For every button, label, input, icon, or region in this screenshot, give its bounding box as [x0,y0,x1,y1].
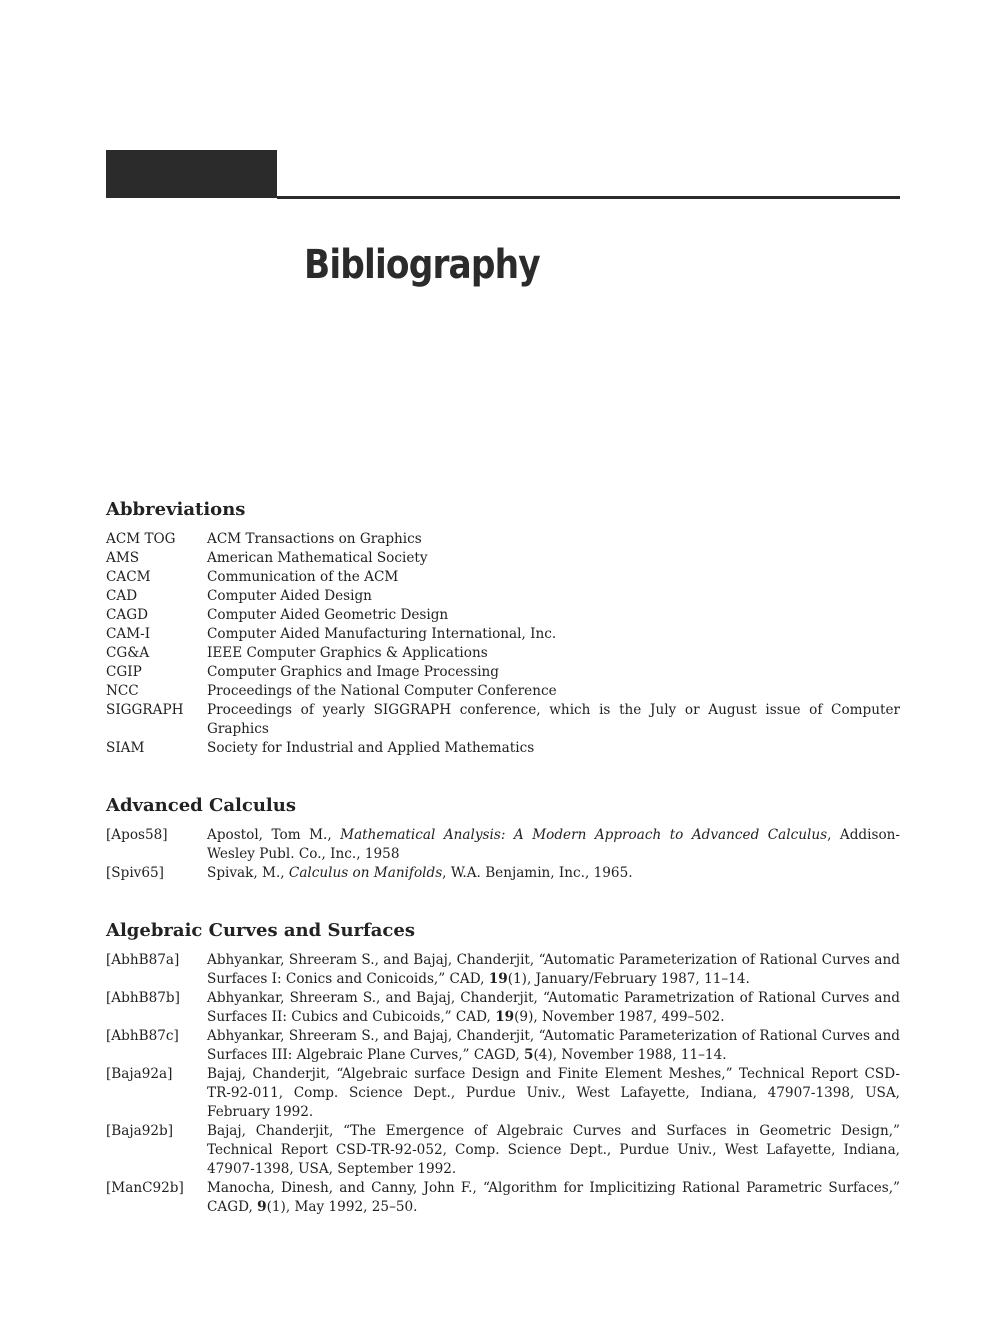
reference-key: [Baja92b] [106,1123,174,1139]
abbreviation-value: Computer Aided Design [207,588,372,604]
chapter-header-rule [277,196,900,199]
reference-text: Manocha, Dinesh, and Canny, John F., “Algorithm for Implicitizing Rational Parametric Surfaces,” CAGD, 9(1), May 1992, 25–50. [207,1180,900,1215]
advanced-calculus-section [106,792,900,883]
abbreviation-key: CACM [106,569,151,585]
abbreviation-key: SIGGRAPH [106,702,184,718]
abbreviation-row [106,549,900,568]
abbreviation-value: ACM Transactions on Graphics [207,531,422,547]
reference-entry [106,826,900,864]
abbreviation-value: Communication of the ACM [207,569,399,585]
abbreviation-value: Computer Aided Geometric Design [207,607,449,623]
abbreviation-value: Proceedings of yearly SIGGRAPH conference, which is the July or August issue of Computer Graphics [207,702,900,737]
chapter-title: Bibliography [304,242,540,288]
abbreviation-row [106,568,900,587]
abbreviation-row [106,606,900,625]
reference-text: Abhyankar, Shreeram S., and Bajaj, Chanderjit, “Automatic Parameterization of Rational Curves and Surfaces I: Conics and Conicoids,” CAD, 19(1), January/February 1987, 11–14. [207,952,900,987]
abbreviation-value: American Mathematical Society [207,550,428,566]
abbreviation-key: CGIP [106,664,142,680]
abbreviation-row [106,625,900,644]
reference-entry [106,1027,900,1065]
reference-key: [AbhB87c] [106,1028,179,1044]
reference-entry [106,864,900,883]
bibliography-content [106,496,900,1251]
abbreviation-row [106,739,900,758]
reference-text: Abhyankar, Shreeram S., and Bajaj, Chanderjit, “Automatic Parametrization of Rational Curves and Surfaces II: Cubics and Cubicoids,” CAD, 19(9), November 1987, 499–502. [207,990,900,1025]
abbreviation-value: Computer Graphics and Image Processing [207,664,499,680]
abbreviation-key: CAD [106,588,138,604]
reference-title: Calculus on Manifolds [288,865,443,881]
abbreviation-key: AMS [106,550,140,566]
abbreviation-value: Proceedings of the National Computer Conference [207,683,557,699]
reference-title: Mathematical Analysis: A Modern Approach to Advanced Calculus [340,827,828,843]
reference-volume: 9 [257,1199,267,1215]
abbreviation-row [106,701,900,739]
reference-volume: 5 [523,1047,534,1063]
abbreviation-key: CG&A [106,645,150,661]
abbreviations-section [106,496,900,758]
reference-volume: 19 [495,1009,515,1025]
abbreviation-row [106,530,900,549]
reference-text: Spivak, M., Calculus on Manifolds, W.A. Benjamin, Inc., 1965. [207,865,633,881]
reference-key: [Spiv65] [106,865,164,881]
section-heading: Abbreviations [106,499,246,520]
reference-volume: 19 [488,971,508,987]
reference-text: Abhyankar, Shreeram S., and Bajaj, Chanderjit, “Automatic Parameterization of Rational Curves and Surfaces III: Algebraic Plane Curves,” CAGD, 5(4), November 1988, 11–14. [207,1028,900,1063]
algebraic-curves-section [106,917,900,1217]
reference-text: Bajaj, Chanderjit, “Algebraic surface Design and Finite Element Meshes,” Technical Report CSD-TR-92-011, Comp. Science Dept., Purdue Univ., West Lafayette, Indiana, 47907-1398, USA, February 1992. [207,1066,900,1120]
reference-text: Apostol, Tom M., Mathematical Analysis: A Modern Approach to Advanced Calculus, Addison-Wesley Publ. Co., Inc., 1958 [207,827,900,862]
reference-key: [AbhB87b] [106,990,180,1006]
abbreviation-row [106,587,900,606]
section-heading: Algebraic Curves and Surfaces [106,920,415,941]
section-heading: Advanced Calculus [106,795,296,816]
abbreviation-value: Society for Industrial and Applied Mathematics [207,740,535,756]
abbreviation-key: CAM-I [106,626,151,642]
abbreviation-row [106,644,900,663]
reference-entry [106,1065,900,1122]
abbreviation-key: ACM TOG [106,531,176,547]
abbreviation-value: IEEE Computer Graphics & Applications [207,645,488,661]
reference-entry [106,1179,900,1217]
reference-entry [106,1122,900,1179]
reference-key: [ManC92b] [106,1180,184,1196]
reference-entry [106,951,900,989]
abbreviation-value: Computer Aided Manufacturing International, Inc. [207,626,557,642]
reference-entry [106,989,900,1027]
reference-text: Bajaj, Chanderjit, “The Emergence of Algebraic Curves and Surfaces in Geometric Design,” Technical Report CSD-TR-92-052, Comp. Science Dept., Purdue Univ., West Lafayette, Indiana, 47907-1398, USA, September 1992. [207,1123,900,1177]
chapter-header-block [106,150,277,198]
reference-key: [AbhB87a] [106,952,180,968]
abbreviation-key: SIAM [106,740,145,756]
abbreviation-row [106,682,900,701]
abbreviation-key: CAGD [106,607,148,623]
reference-key: [Baja92a] [106,1066,173,1082]
reference-key: [Apos58] [106,827,168,843]
abbreviation-key: NCC [106,683,139,699]
abbreviation-row [106,663,900,682]
